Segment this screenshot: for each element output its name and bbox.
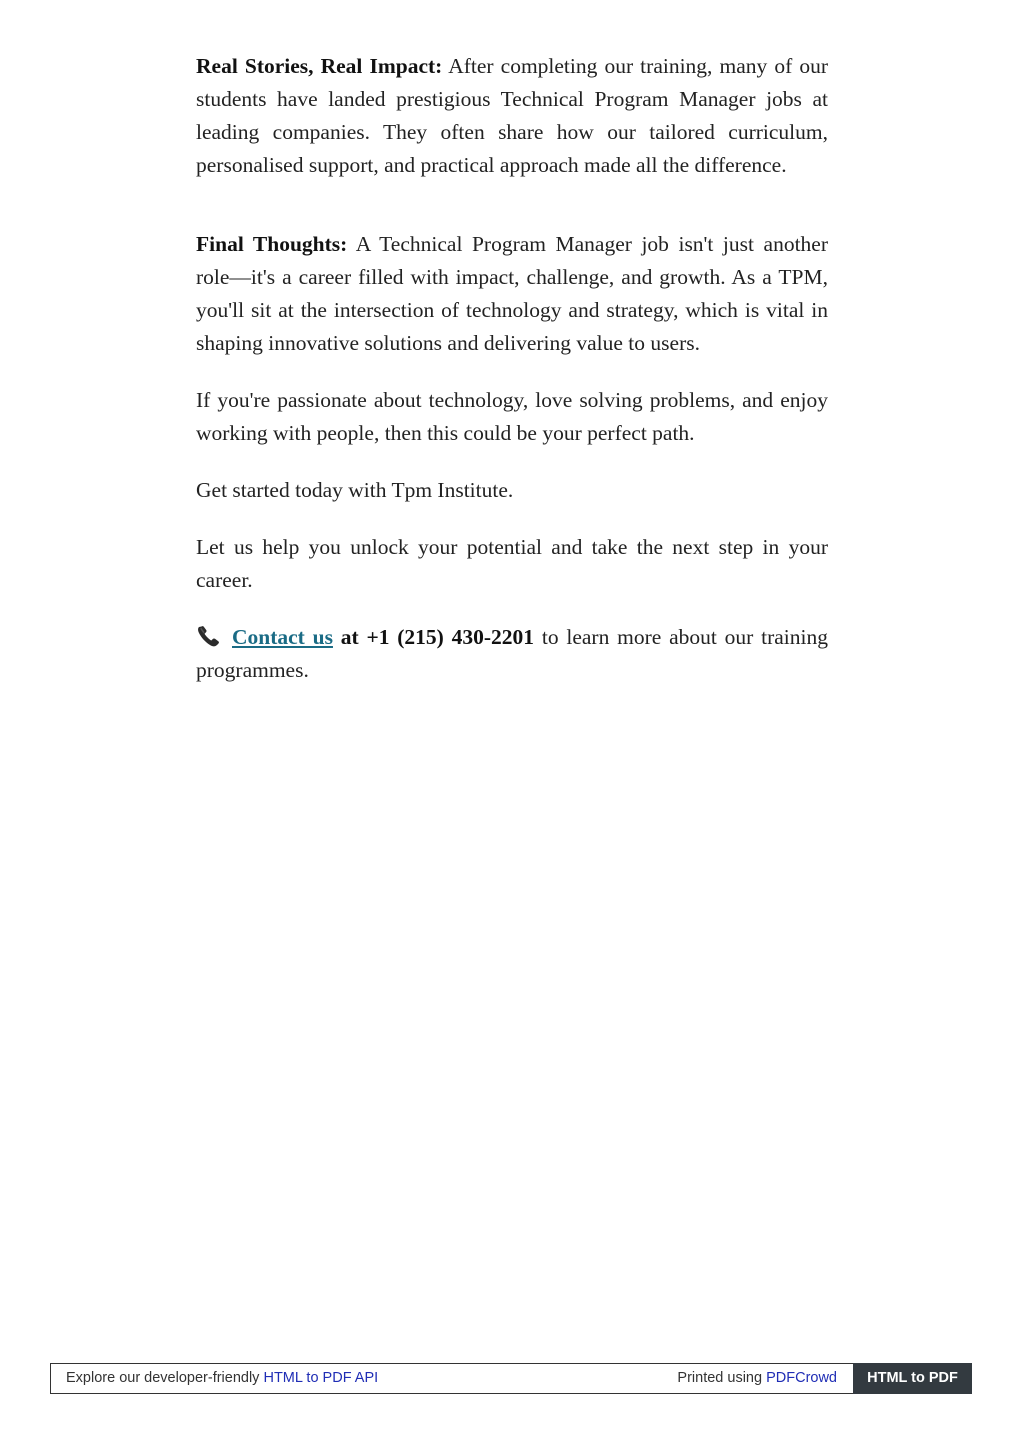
contact-us-link[interactable]: Contact us xyxy=(232,625,333,649)
html-to-pdf-badge-button[interactable]: HTML to PDF xyxy=(853,1363,972,1394)
final-thoughts-heading: Final Thoughts: xyxy=(196,232,348,256)
get-started-paragraph: Get started today with Tpm Institute. xyxy=(196,478,514,502)
phone-number-text: at +1 (215) 430-2201 xyxy=(332,625,535,649)
final-thoughts-paragraph xyxy=(196,228,828,360)
footer-right-prefix: Printed using xyxy=(677,1370,767,1386)
html-to-pdf-api-link[interactable]: HTML to PDF API xyxy=(263,1370,379,1386)
contact-paragraph xyxy=(196,621,828,687)
footer-right-text xyxy=(677,1370,837,1386)
passionate-paragraph: If you're passionate about technology, love solving problems, and enjoy working with people, then this could be your perfect path. xyxy=(196,388,828,445)
phone-icon xyxy=(196,624,222,648)
footer-left-prefix: Explore our developer-friendly xyxy=(66,1370,264,1386)
contact-tail-text: to learn more about our training programmes. xyxy=(196,625,828,682)
footer-left-text xyxy=(66,1370,378,1386)
document-body xyxy=(196,50,828,711)
real-stories-heading: Real Stories, Real Impact: xyxy=(196,54,443,78)
final-thoughts-text: A Technical Program Manager job isn't just another role—it's a career filled with impact, challenge, and growth. As a TPM, you'll sit at the intersection of technology and strategy, which is vital in shaping innovative solutions and delivering value to users. xyxy=(196,232,828,355)
real-stories-paragraph xyxy=(196,50,828,182)
real-stories-text: After completing our training, many of our students have landed prestigious Technical Program Manager jobs at leading companies. They often share how our tailored curriculum, personalised support, and practical approach made all the difference. xyxy=(196,54,828,177)
pdfcrowd-link[interactable]: PDFCrowd xyxy=(766,1370,837,1386)
unlock-paragraph: Let us help you unlock your potential and take the next step in your career. xyxy=(196,535,828,592)
pdfcrowd-footer xyxy=(50,1363,972,1394)
